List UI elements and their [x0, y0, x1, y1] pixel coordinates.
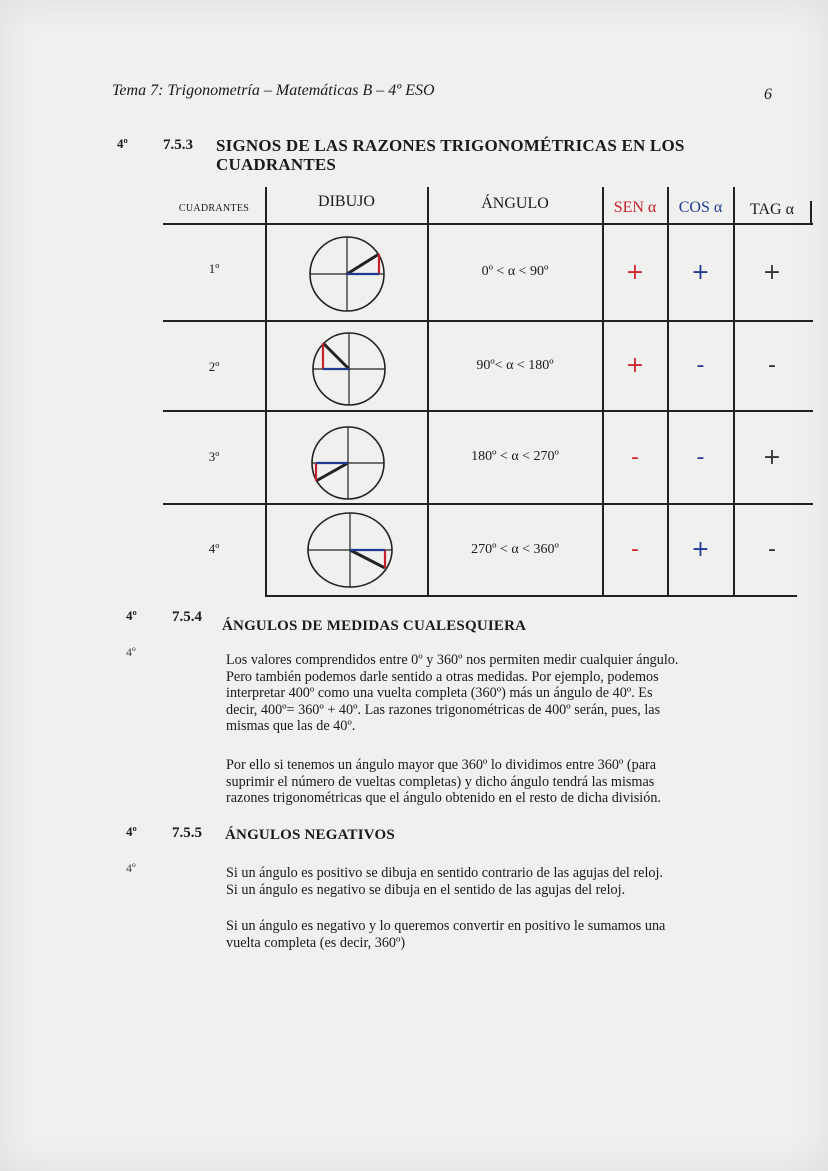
text-line: Por ello si tenemos un ángulo mayor que 360º lo dividimos entre 360º (para: [226, 757, 657, 773]
quadrant-label: 4º: [208, 541, 220, 556]
text-line: Los valores comprendidos entre 0º y 360º nos permiten medir cualquier ángulo.: [226, 652, 679, 668]
running-header: Tema 7: Trigonometría – Matemáticas B – 4º ESO: [112, 82, 435, 99]
quadrant-3-circle-diagram: [308, 425, 388, 503]
tag-sign: +: [762, 259, 782, 285]
section-number: 7.5.3: [163, 137, 193, 153]
cos-sign: -: [696, 444, 705, 470]
quadrant-label: 2º: [208, 359, 220, 374]
tag-sign: +: [762, 444, 782, 470]
paragraph: [226, 757, 786, 807]
cos-sign: +: [691, 259, 710, 285]
text-line: Si un ángulo es negativo y lo queremos convertir en positivo le sumamos una: [226, 918, 666, 934]
sen-sign: +: [625, 259, 645, 285]
quadrant-2-circle-diagram: [309, 331, 389, 409]
sen-sign: -: [631, 537, 639, 562]
table-rule: [267, 595, 797, 597]
quadrant-4-circle-diagram: [305, 510, 395, 590]
section-number: 7.5.4: [172, 609, 202, 625]
angle-range: 90º< α < 180º: [476, 357, 554, 373]
section-title: [216, 136, 685, 174]
angle-range: 270º < α < 360º: [471, 541, 559, 557]
paragraph: [226, 918, 786, 951]
paragraph: [226, 652, 786, 735]
text-line: mismas que las de 40º.: [226, 718, 356, 734]
section-number: 7.5.5: [172, 825, 202, 841]
section-title-line: SIGNOS DE LAS RAZONES TRIGONOMÉTRICAS EN LOS: [216, 136, 685, 155]
text-line: Si un ángulo es positivo se dibuja en sentido contrario de las agujas del reloj.: [226, 865, 663, 881]
section-level-marker: 4º: [117, 136, 128, 151]
tag-sign: -: [768, 353, 776, 378]
section-title-line: CUADRANTES: [216, 155, 337, 174]
text-line: Si un ángulo es negativo se dibuja en el sentido de las agujas del reloj.: [226, 881, 626, 898]
section-title: ÁNGULOS NEGATIVOS: [225, 827, 395, 843]
text-line: vuelta completa (es decir, 360º): [226, 934, 406, 951]
cos-sign: +: [691, 537, 710, 562]
header-cos: COS α: [678, 199, 723, 216]
table-rule: [265, 187, 267, 597]
quadrant-label: 3º: [208, 449, 220, 464]
side-level-marker: 4º: [126, 645, 136, 659]
sen-sign: -: [631, 444, 639, 470]
quadrant-1-circle-diagram: [307, 234, 387, 314]
section-title: ÁNGULOS DE MEDIDAS CUALESQUIERA: [222, 618, 527, 634]
header-dibujo: DIBUJO: [318, 193, 375, 210]
angle-range: 180º < α < 270º: [471, 449, 559, 464]
text-line: decir, 400º= 360º + 40º. Las razones trigonométricas de 400º serán, pues, las: [226, 701, 661, 718]
section-level-marker: 4º: [126, 824, 137, 839]
section-level-marker: 4º: [126, 608, 137, 623]
header-angulo: ÁNGULO: [481, 195, 549, 212]
table-rule: [810, 201, 812, 223]
page-number: 6: [764, 86, 772, 103]
signs-table: [163, 187, 813, 597]
header-tag: TAG α: [750, 201, 794, 218]
quadrant-label: 1º: [208, 261, 220, 276]
tag-sign: -: [768, 537, 776, 562]
paragraph: [226, 865, 786, 898]
side-level-marker: 4º: [126, 861, 136, 875]
cos-sign: -: [696, 353, 705, 378]
header-sen: SEN α: [613, 199, 657, 216]
text-line: razones trigonométricas que el ángulo obtenido en el resto de dicha división.: [226, 790, 661, 806]
text-line: Pero también podemos darle sentido a otras medidas. Por ejemplo, podemos: [226, 668, 659, 685]
angle-range: 0º < α < 90º: [481, 264, 549, 279]
text-line: suprimir el número de vueltas completas) y dicho ángulo tendrá las mismas: [226, 773, 655, 790]
sen-sign: +: [625, 353, 645, 378]
header-cuadrantes: CUADRANTES: [178, 202, 250, 214]
text-line: interpretar 400º como una vuelta completa (360º) más un ángulo de 40º. Es: [226, 685, 653, 701]
